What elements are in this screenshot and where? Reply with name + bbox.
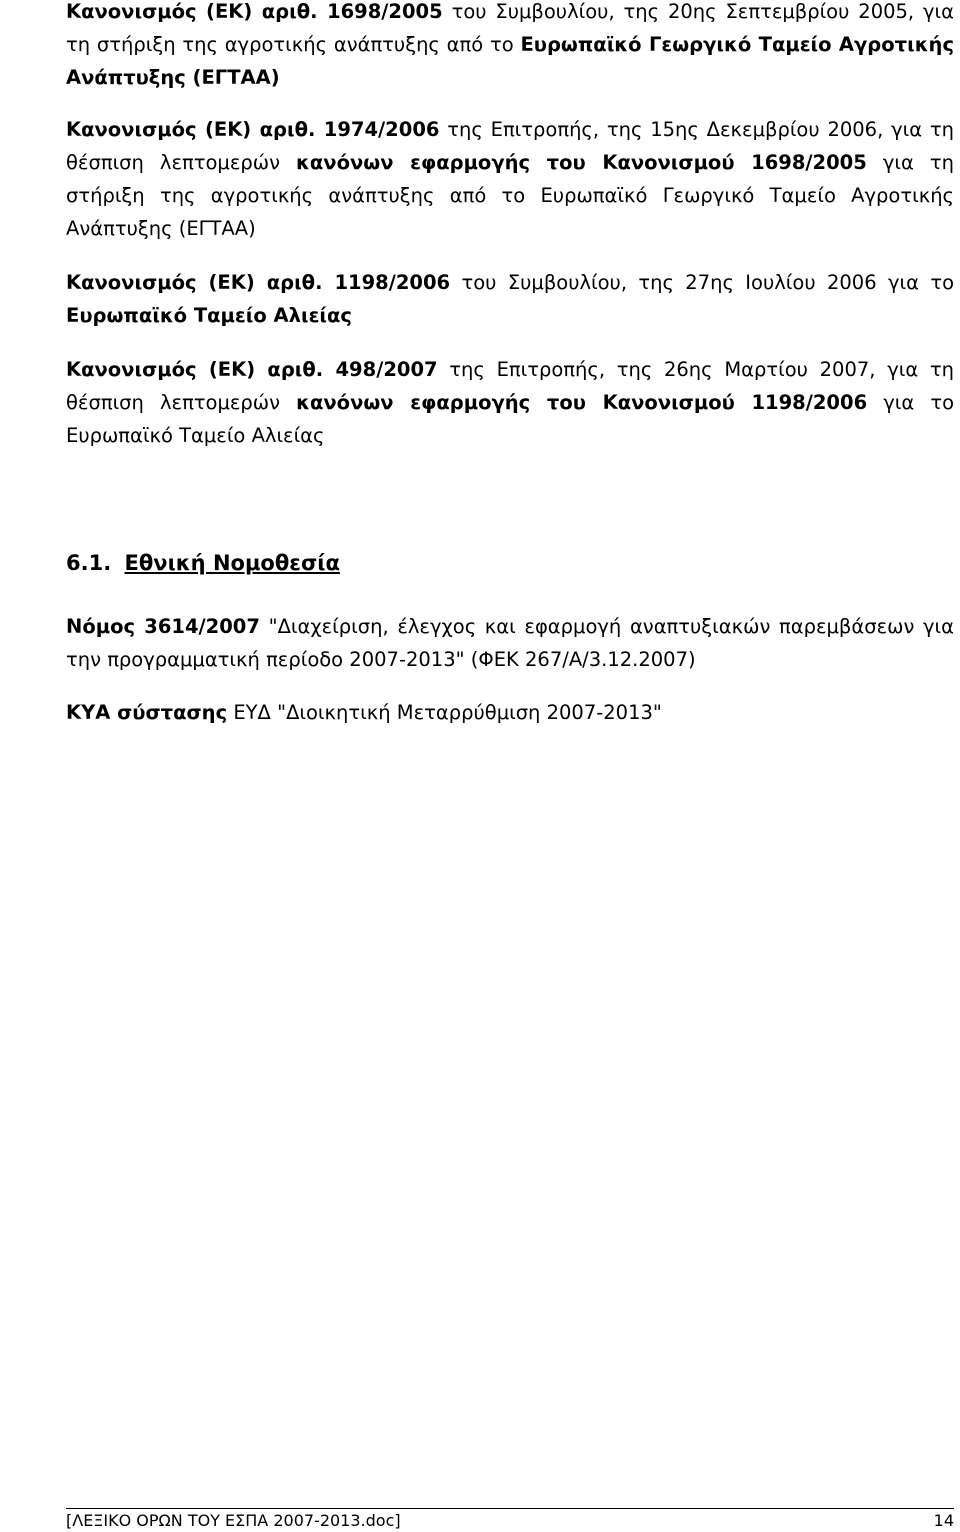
regulation-498-2007 — [66, 353, 954, 452]
regulation-ref: Κανονισμός (ΕΚ) αριθ. 498/2007 — [66, 358, 438, 381]
fund-name: Ευρωπαϊκό Ταμείο Αλιείας — [66, 304, 352, 327]
law-ref: Νόμος 3614/2007 — [66, 615, 260, 638]
kya-text: ΕΥΔ "Διοικητική Μεταρρύθμιση 2007-2013" — [227, 701, 662, 724]
regulation-text: της Επιτροπής, της 26ης Μαρτίου 2007, για τη θέσπιση λεπτομερών — [66, 358, 954, 414]
regulation-text: της Επιτροπής, της 15ης Δεκεμβρίου 2006, για τη θέσπιση λεπτομερών — [66, 118, 954, 174]
regulation-text: του Συμβουλίου, της 27ης Ιουλίου 2006 για το — [450, 271, 955, 294]
regulation-ref: Κανονισμός (ΕΚ) αριθ. 1974/2006 — [66, 118, 440, 141]
regulation-text: του Συμβουλίου, της 20ης Σεπτεμβρίου 2005, για τη στήριξη της αγροτικής ανάπτυξης από το — [66, 0, 954, 56]
regulation-ref: Κανονισμός (ΕΚ) αριθ. 1198/2006 — [66, 271, 451, 294]
regulation-text: για το Ευρωπαϊκό Ταμείο Αλιείας — [66, 391, 955, 447]
kya-establishment — [66, 696, 954, 729]
regulation-1698-2005 — [66, 0, 954, 94]
regulation-1198-2006 — [66, 266, 954, 332]
regulation-1974-2006 — [66, 113, 954, 245]
section-title: Εθνική Νομοθεσία — [124, 551, 340, 575]
section-heading — [66, 545, 340, 581]
implementation-rules: κανόνων εφαρμογής του Κανονισμού 1698/2005 — [296, 151, 867, 174]
fund-name: Ευρωπαϊκό Γεωργικό Ταμείο Αγροτικής Ανάπτυξης (ΕΓΤΑΑ) — [66, 33, 954, 89]
section-number: 6.1. — [66, 551, 112, 575]
regulation-ref: Κανονισμός (ΕΚ) αριθ. 1698/2005 — [66, 0, 443, 23]
implementation-rules: κανόνων εφαρμογής του Κανονισμού 1198/2006 — [296, 391, 868, 414]
law-text: "Διαχείριση, έλεγχος και εφαρμογή αναπτυξιακών παρεμβάσεων για την προγραμματική περίοδο 2007-2013" (ΦΕΚ 267/Α/3.12.2007) — [66, 615, 955, 671]
footer-filename: [ΛΕΞΙΚΟ ΟΡΩΝ ΤΟΥ ΕΣΠΑ 2007-2013.doc] — [66, 1511, 401, 1530]
law-3614-2007 — [66, 610, 954, 676]
page-number: 14 — [933, 1511, 954, 1530]
kya-ref: ΚΥΑ σύστασης — [66, 701, 228, 724]
regulation-text: για τη στήριξη της αγροτικής ανάπτυξης από το Ευρωπαϊκό Γεωργικό Ταμείο Αγροτικής Ανάπτυξης (ΕΓΤΑΑ) — [66, 151, 954, 240]
